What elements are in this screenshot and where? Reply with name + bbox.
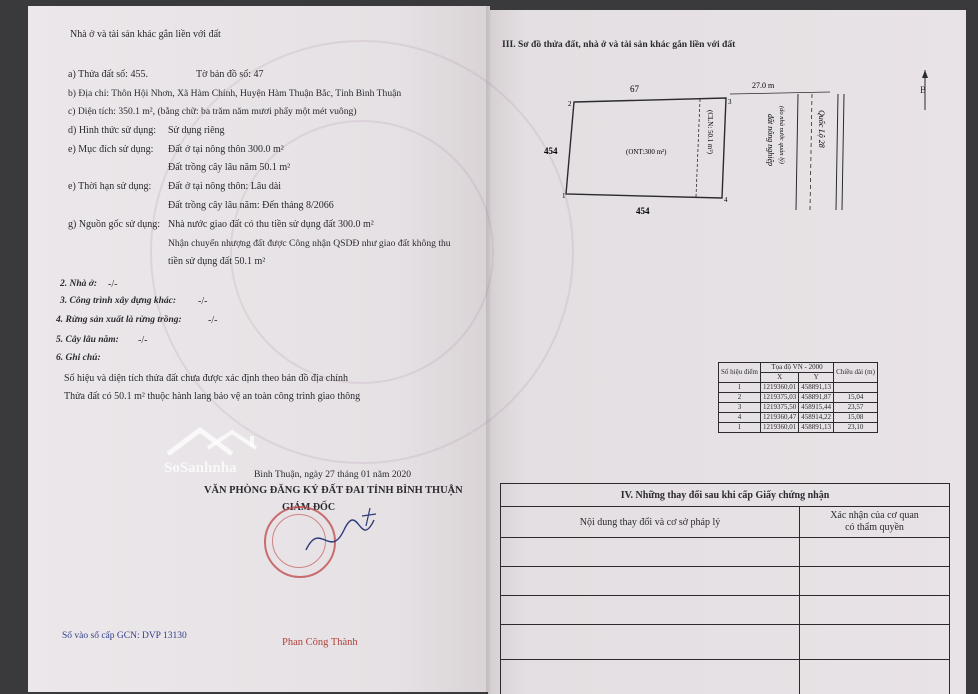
director-title: GIÁM ĐỐC [282,502,336,513]
road-edge-right [836,94,838,210]
table-row [719,403,878,413]
change-row-confirm [800,625,950,660]
road-centerline [810,94,812,210]
section-4-title: IV. Những thay đổi sau khi cấp Giấy chứng nhận [501,484,950,507]
term-1: Đất ở tại nông thôn: Lâu dài [168,181,282,192]
point-id: 4 [719,413,761,423]
forest-value: -/- [208,315,218,326]
point-id: 3 [719,403,761,413]
coord-x: 1219375,03 [760,393,798,403]
ont-area-label: (ONT:300 m²) [626,148,667,156]
change-row-confirm [800,596,950,625]
coord-y: 458891,13 [799,423,834,433]
coord-header-y: Y [799,373,834,383]
change-row-content [501,538,800,567]
sosanhnha-watermark-logo [160,420,280,476]
road-width: 27.0 m [752,81,775,90]
road-edge-outer [842,94,844,210]
purpose-2: Đất trồng cây lâu năm 50.1 m² [168,162,291,173]
area: c) Diện tích: 350.1 m², (bằng chữ: ba trăm năm mươi phẩy một mét vuông) [68,106,357,117]
change-row-content [501,660,800,694]
origin-1: Nhà nước giao đất có thu tiền sử dụng đất 300.0 m² [168,219,374,230]
coordinate-table [718,362,878,433]
origin-2: Nhận chuyển nhượng đất được Công nhận QSDĐ như giao đất không thu [168,238,451,249]
road-width-dimension [730,92,830,94]
coord-x: 1219375,50 [760,403,798,413]
coord-x: 1219360,01 [760,383,798,393]
origin-3: tiền sử dụng đất 50.1 m² [168,256,266,267]
point-id: 2 [719,393,761,403]
change-row-content [501,596,800,625]
change-row-confirm [800,660,950,694]
coord-y: 458915,44 [799,403,834,413]
corner-1: 1 [562,192,566,200]
change-row-confirm [800,567,950,596]
col-confirmation-line-1: Xác nhận của cơ quan [830,510,919,521]
col-confirmation [800,507,950,538]
coord-header-point: Số hiệu điểm [719,363,761,383]
segment-length: 15,08 [834,413,878,423]
address: b) Địa chỉ: Thôn Hội Nhơn, Xã Hàm Chính, Huyện Hàm Thuận Bắc, Tỉnh Bình Thuận [68,88,402,99]
road-edge-left [796,94,798,210]
corner-2: 2 [568,100,572,108]
perennial-value: -/- [138,335,148,346]
notes-title: 6. Ghi chú: [56,353,101,363]
house-value: -/- [108,279,118,290]
segment-length [834,383,878,393]
top-neighbor: 67 [630,84,639,94]
coord-header-system: Tọa độ VN - 2000 [760,363,833,373]
segment-length: 23,10 [834,423,878,433]
left-header: Nhà ở và tài sản khác gắn liền với đất [70,29,221,40]
segment-length: 23,57 [834,403,878,413]
director-signature [300,500,380,570]
perennial-label: 5. Cây lâu năm: [56,335,119,345]
cln-area-label: (CLN: 50.1 m²) [706,110,714,154]
change-row-confirm [800,538,950,567]
issuing-office: VĂN PHÒNG ĐĂNG KÝ ĐẤT ĐAI TỈNH BÌNH THUẬN [204,485,463,496]
date-line: Bình Thuận, ngày 27 tháng 01 năm 2020 [254,469,412,480]
construction-label: 3. Công trình xây dựng khác: [60,296,177,306]
construction-value: -/- [198,296,208,307]
point-id: 1 [719,423,761,433]
change-row-content [501,625,800,660]
purpose-label: e) Mục đích sử dụng: [68,144,154,155]
table-row [719,393,878,403]
corner-4: 4 [724,196,728,204]
use-form-value: Sử dụng riêng [168,125,225,136]
coord-y: 458891,13 [799,383,834,393]
note-1: Số hiệu và diện tích thửa đất chưa được xác định theo bản đồ địa chính [64,373,348,384]
farmland-label: đất nông nghiệp [766,114,775,166]
term-label: e) Thời hạn sử dụng: [68,181,152,192]
note-2: Thửa đất có 50.1 m² thuộc hành lang bảo vệ an toàn công trình giao thông [64,391,361,402]
purpose-1: Đất ở tại nông thôn 300.0 m² [168,144,284,155]
section-3-title: III. Sơ đồ thửa đất, nhà ở và tài sản khác gắn liền với đất [502,39,736,50]
use-form-label: d) Hình thức sử dụng: [68,125,157,136]
left-neighbor: 454 [544,146,558,156]
table-row [719,383,878,393]
watermark-inner-ring [230,120,494,384]
col-change-content: Nội dung thay đổi và cơ sở pháp lý [501,507,800,538]
term-2: Đất trồng cây lâu năm: Đến tháng 8/2066 [168,200,334,211]
corner-3: 3 [728,98,732,106]
road-name: Quốc Lộ 28 [817,110,826,148]
watermark-text: SoSanhnha [164,460,237,476]
point-id: 1 [719,383,761,393]
table-row [719,423,878,433]
map-sheet: Tờ bản đồ số: 47 [196,69,264,80]
corridor-line [696,99,700,197]
origin-label: g) Nguồn gốc sử dụng: [68,219,161,230]
changes-table [500,483,950,694]
house-label: 2. Nhà ở: [60,279,98,289]
coord-header-length: Chiều dài (m) [834,363,878,383]
coord-x: 1219360,47 [760,413,798,423]
farmland-sub-label: (do nhà nước quản lý) [778,106,785,164]
change-row-content [501,567,800,596]
coord-x: 1219360,01 [760,423,798,433]
table-row [719,413,878,423]
segment-length: 15,04 [834,393,878,403]
north-arrow-head [922,70,928,78]
registration-number: Số vào sổ cấp GCN: DVP 13130 [62,631,187,641]
forest-label: 4. Rừng sản xuất là rừng trồng: [56,315,182,325]
coord-y: 458891,87 [799,393,834,403]
parcel-diagram [540,70,940,220]
bottom-neighbor: 454 [636,206,650,216]
parcel-number: a) Thửa đất số: 455. [68,69,148,80]
coord-header-x: X [760,373,798,383]
coord-y: 458914,22 [799,413,834,423]
col-confirmation-line-2: có thẩm quyền [845,522,904,533]
signer-name: Phan Công Thành [282,637,358,648]
north-arrow-label: B [920,85,927,95]
